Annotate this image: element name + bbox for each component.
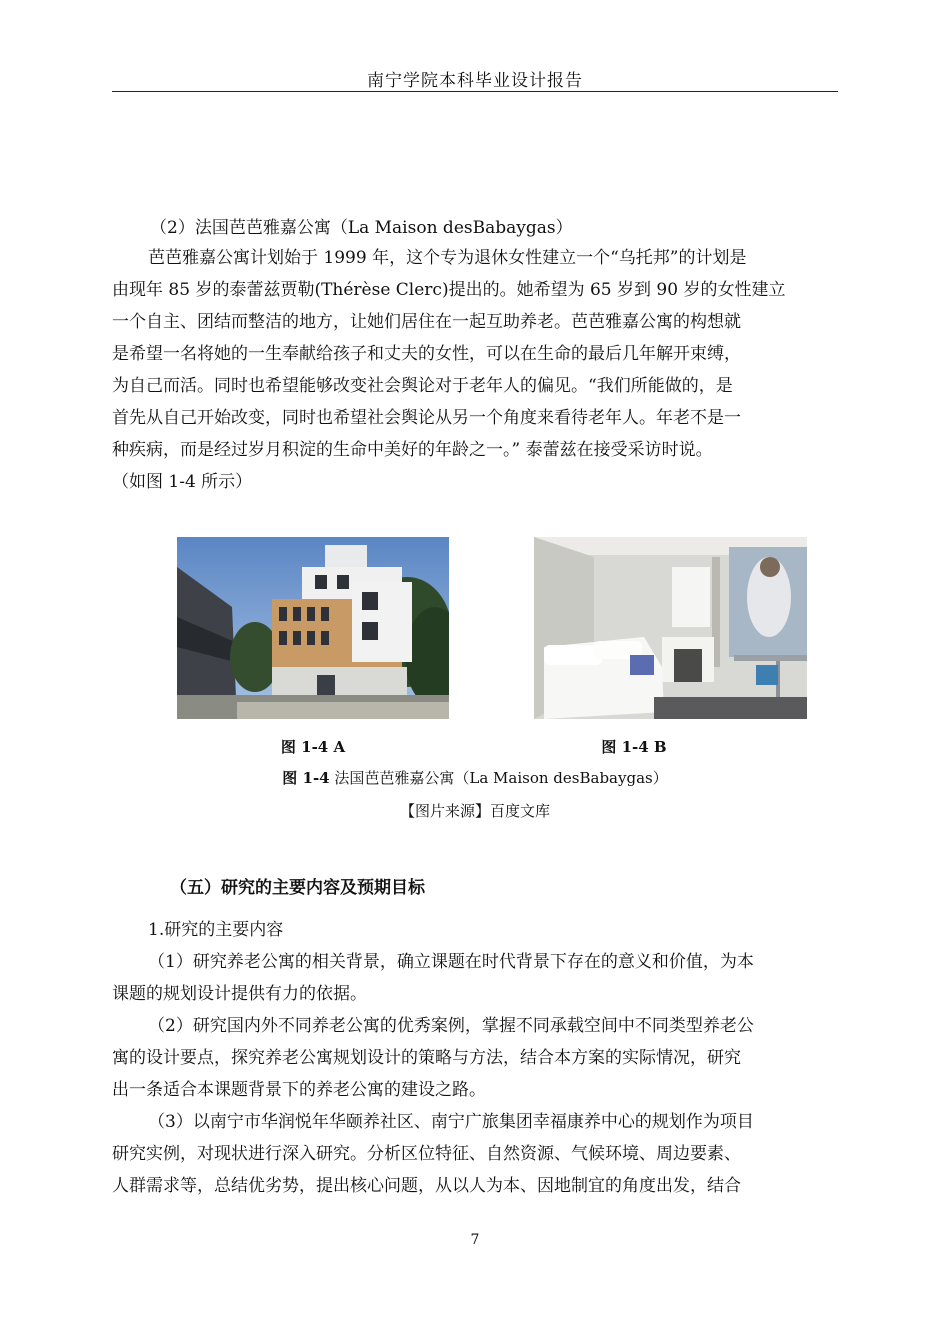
page-number: 7 — [470, 1232, 480, 1248]
item3-line: 人群需求等，总结优劣势，提出核心问题，从以人为本、因地制宜的角度出发，结合 — [112, 1176, 741, 1196]
paragraph-line: 种疾病，而是经过岁月积淀的生命中美好的年龄之一。” 泰蕾兹在接受采访时说。 — [112, 440, 713, 460]
item2-line: （2）研究国内外不同养老公寓的优秀案例，掌握不同承载空间中不同类型养老公 — [148, 1016, 754, 1036]
subsection-heading-text: （2）法国芭芭雅嘉公寓（La Maison desBabaygas） — [150, 218, 573, 238]
item3-line: （3）以南宁市华润悦年华颐养社区、南宁广旅集团幸福康养中心的规划作为项目 — [148, 1112, 754, 1132]
item1-line: 课题的规划设计提供有力的依据。 — [112, 984, 367, 1004]
figure-a-label: 图 1-4 A — [280, 738, 346, 756]
figure-caption — [112, 767, 838, 788]
item2-line: 寓的设计要点，探究养老公寓规划设计的策略与方法，结合本方案的实际情况，研究 — [112, 1048, 741, 1068]
paragraph-line: （如图 1-4 所示） — [112, 472, 253, 492]
body-paragraph — [112, 242, 838, 498]
header-rule — [112, 91, 838, 92]
figure-b-label: 图 1-4 B — [601, 738, 667, 756]
section-heading: （五）研究的主要内容及预期目标 — [170, 878, 425, 898]
section-body — [112, 914, 838, 1202]
figure-caption-prefix: 图 1-4 — [282, 769, 330, 787]
figure-b-bedroom-photo — [534, 537, 807, 719]
figure-a-building-photo — [177, 537, 449, 719]
paragraph-line: 为自己而活。同时也希望能够改变社会舆论对于老年人的偏见。“我们所能做的，是 — [112, 376, 733, 396]
paragraph-line: 是希望一名将她的一生奉献给孩子和丈夫的女性，可以在生命的最后几年解开束缚， — [112, 344, 741, 364]
paragraph-line: 首先从自己开始改变，同时也希望社会舆论从另一个角度来看待老年人。年老不是一 — [112, 408, 741, 428]
paragraph-line: 芭芭雅嘉公寓计划始于 1999 年，这个专为退休女性建立一个“乌托邦”的计划是 — [148, 248, 747, 268]
bedroom-illustration — [534, 537, 807, 719]
item1-line: （1）研究养老公寓的相关背景，确立课题在时代背景下存在的意义和价值，为本 — [148, 952, 754, 972]
building-illustration — [177, 537, 449, 719]
page-header-title: 南宁学院本科毕业设计报告 — [367, 71, 583, 91]
subheading-research-content: 1.研究的主要内容 — [148, 920, 284, 940]
figure-caption-text: 法国芭芭雅嘉公寓（La Maison desBabaygas） — [329, 769, 668, 787]
figure-source: 【图片来源】百度文库 — [399, 802, 550, 820]
item2-line: 出一条适合本课题背景下的养老公寓的建设之路。 — [112, 1080, 486, 1100]
paragraph-line: 一个自主、团结而整洁的地方，让她们居住在一起互助养老。芭芭雅嘉公寓的构想就 — [112, 312, 741, 332]
paragraph-line: 由现年 85 岁的泰蕾兹贾勒(Thérèse Clerc)提出的。她希望为 65 岁到 90 岁的女性建立 — [112, 280, 786, 300]
item3-line: 研究实例，对现状进行深入研究。分析区位特征、自然资源、气候环境、周边要素、 — [112, 1144, 741, 1164]
subsection-heading — [112, 212, 838, 244]
